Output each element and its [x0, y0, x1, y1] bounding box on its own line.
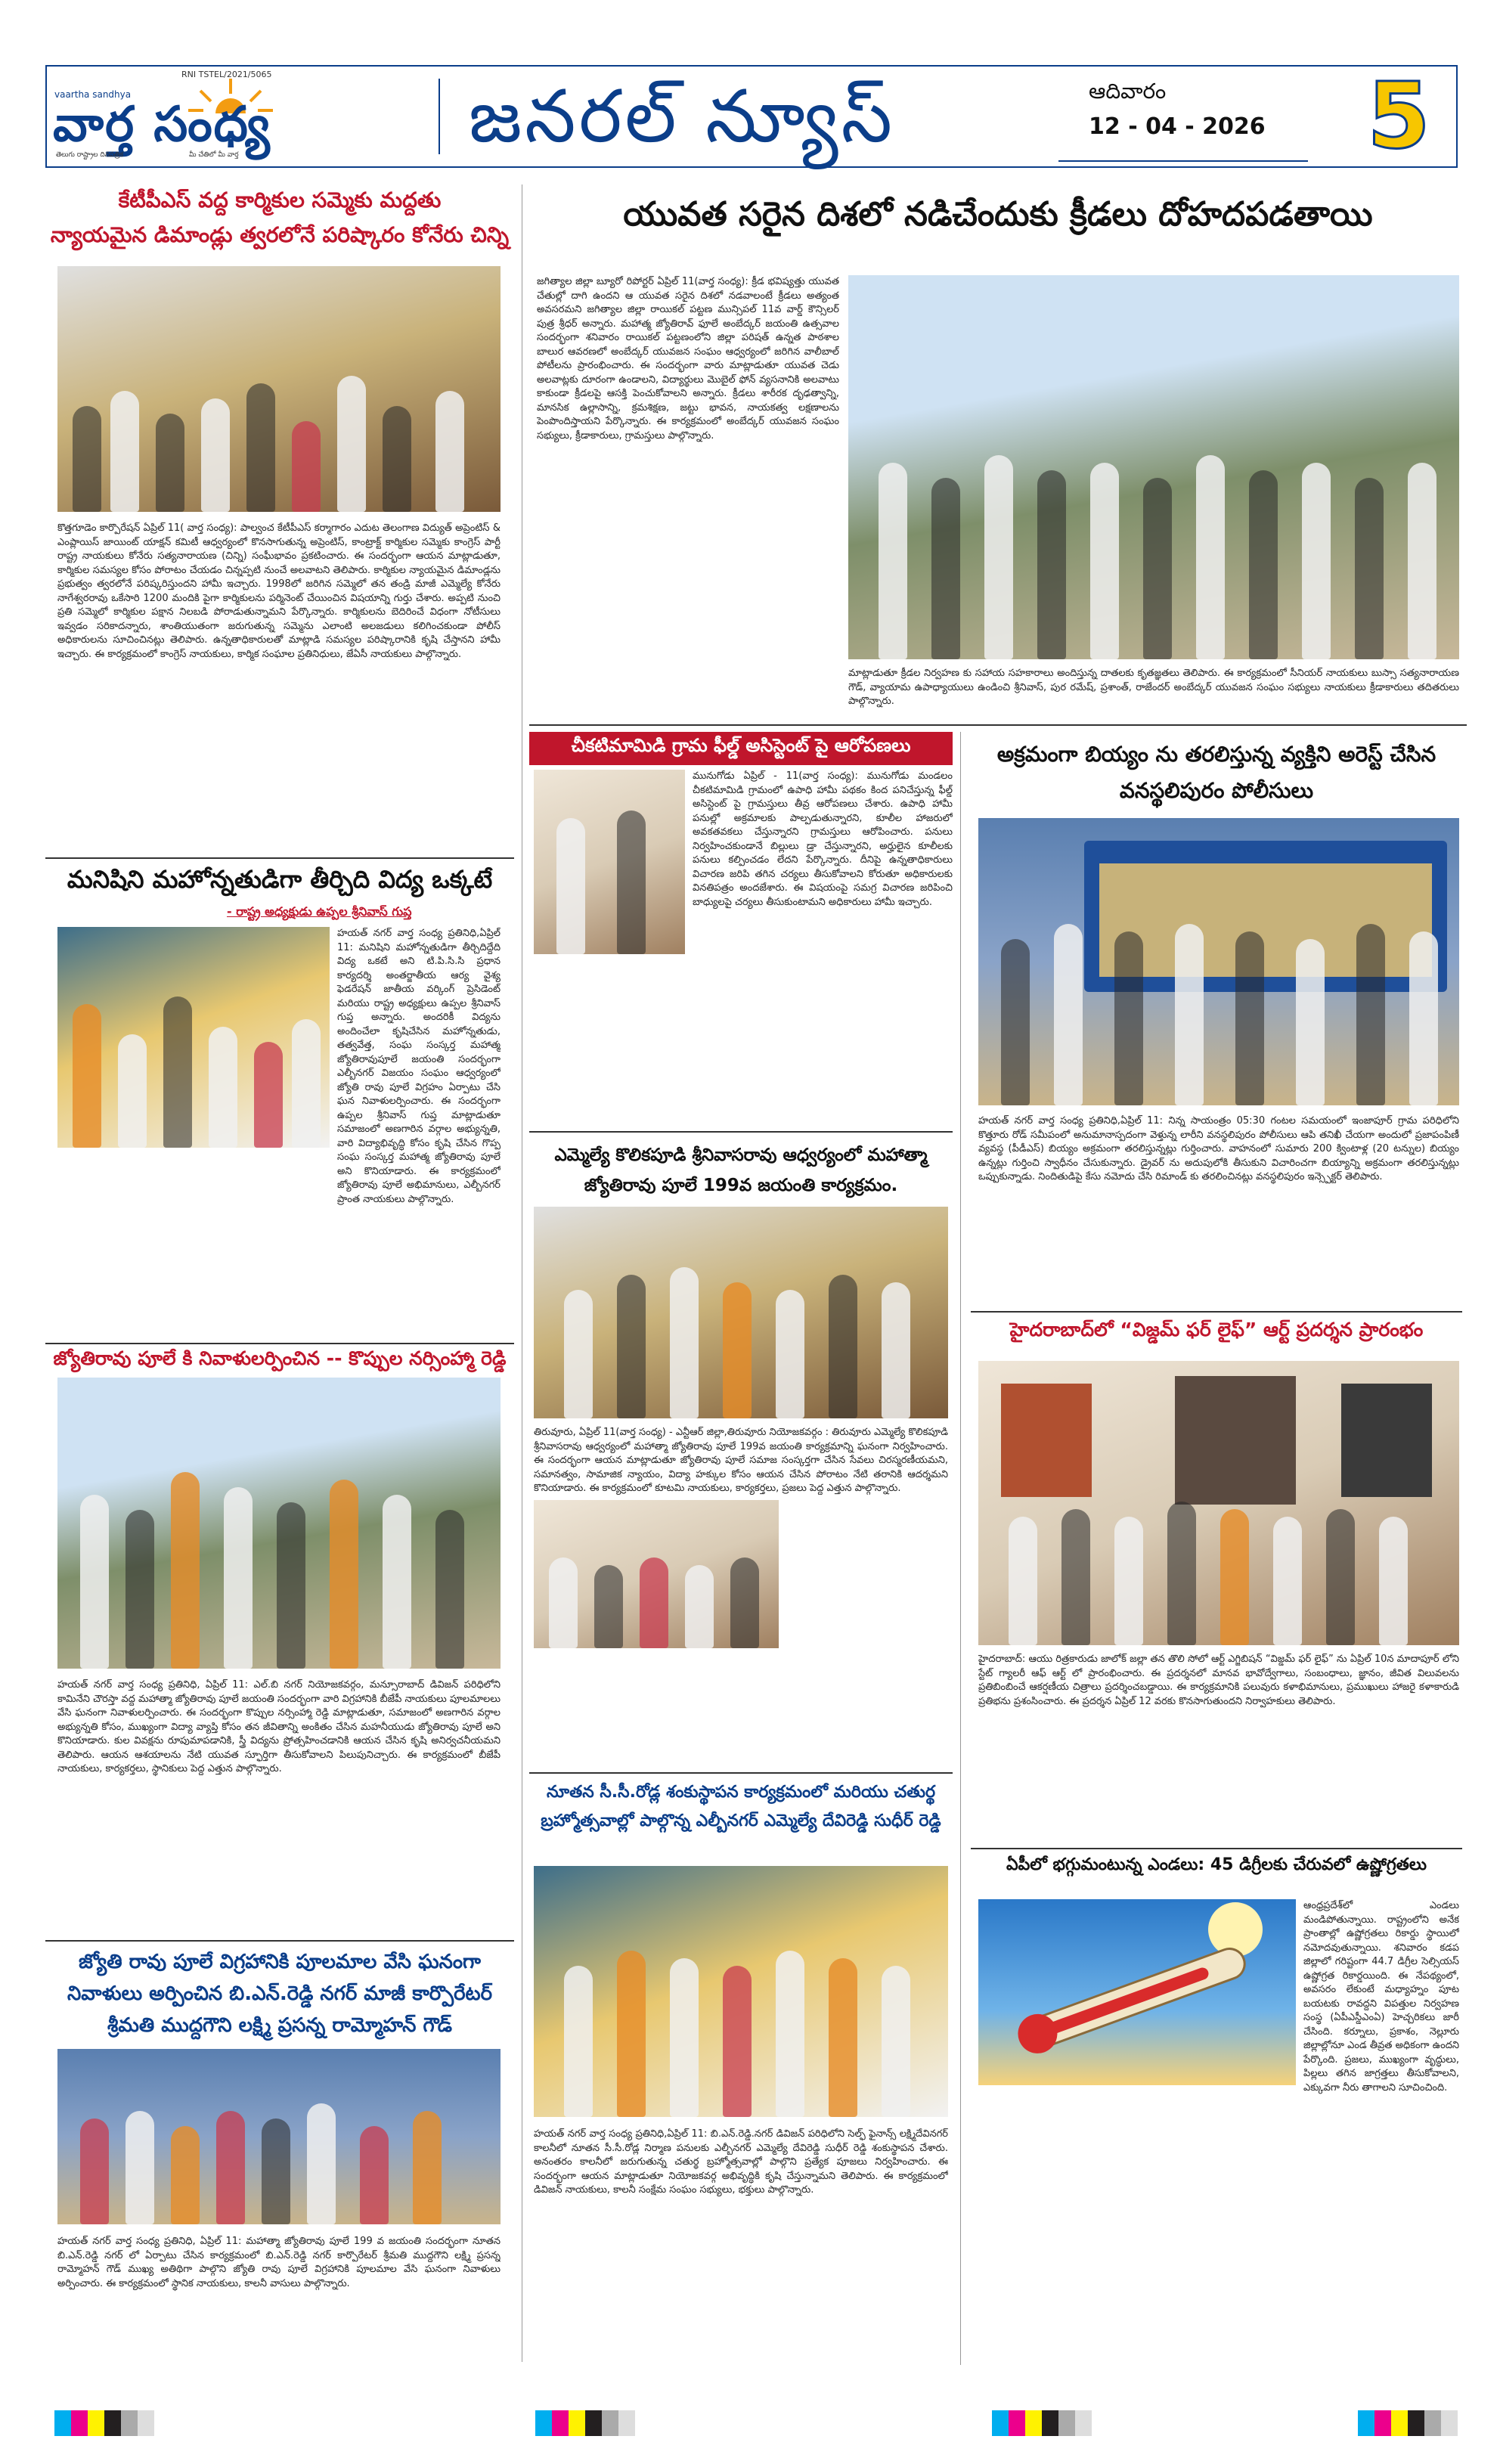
logo-tagline-2: మీ చేతిలో మీ వార్త [189, 151, 239, 159]
article6-headline: చీకటిమామిడి గ్రామ ఫీల్డ్ అసిస్టెంట్ పై ఆరోపణలు [571, 735, 911, 756]
article8-body: హయత్ నగర్ వార్త సంధ్య ప్రతినిధి,ఏప్రిల్ 11: బి.ఎన్.రెడ్డి.నగర్ డివిజన్ పరిధిలోని సెల్ఫ్ ఫైనాన్స్ లక్ష్మిదేవినగర్ కాలనీలో నూతన సీ.సీ.రోడ్ల నిర్మాణ పనులకు ఎల్బీనగర్ ఎమ్మెల్యే దేవిరెడ్డి సుధీర్ రెడ్డి శంకుస్థాపన చేశారు. అనంతరం కాలనీలో జరుగుతున్న చతుర్థ బ్రహ్మోత్సవాల్లో పాల్గొని ప్రత్యేక పూజలు నిర్వహించారు. ఈ సందర్భంగా ఆయన మాట్లాడుతూ నియోజకవర్గ అభివృద్ధికి కృషి చేస్తున్నామని తెలిపారు. ఈ కార్యక్రమంలో డివిజన్ నాయకులు, కాలనీ సంక్షేమ సంఘం సభ్యులు, భక్తులు పాల్గొన్నారు. [534, 2128, 948, 2196]
article3-headline: జ్యోతిరావు పూలే కి నివాళులర్పించిన -- కొప్పుల నర్సింహ్మా రెడ్డి [53, 1347, 507, 1369]
column-divider-2 [960, 732, 961, 2365]
article5-photo [848, 275, 1459, 659]
article2-headline: మనిషిని మహోన్నతుడిగా తీర్చిది విద్య ఒక్కటే [67, 865, 493, 894]
divider-a2 [45, 1343, 514, 1344]
article3-photo [57, 1378, 501, 1669]
article7-photo-1 [534, 1207, 948, 1418]
article4-photo [57, 2049, 501, 2224]
article10-photo [978, 1361, 1459, 1645]
section-title: జనరల్ న్యూస్ [469, 74, 895, 159]
article7-body: తిరువూరు, ఏప్రిల్ 11(వార్త సంధ్య) - ఎన్టీఆర్ జిల్లా,తిరువూరు నియోజకవర్గం : తిరువూరు ఎమ్మెల్యే కొలికపూడి శ్రీనివాసరావు ఆధ్వర్యంలో మహాత్మా జ్యోతిరావు పూలే 199వ జయంతి కార్యక్రమాన్ని ఘనంగా నిర్వహించారు. ఈ సందర్భంగా ఆయన మాట్లాడుతూ జ్యోతిరావు పూలే సమాజ సంస్కర్తగా చేసిన సేవలు చిరస్మరణీయమని, సమానత్వం, సామాజిక న్యాయం, విద్యా హక్కుల కోసం ఆయన చేసిన పోరాటం నేటి తరానికి ఆదర్శమని కొనియాడారు. ఈ కార్యక్రమంలో కూటమి నాయకులు, కార్యకర్తలు, ప్రజలు పెద్ద ఎత్తున పాల్గొన్నారు. [534, 1427, 948, 1494]
article8-photo [534, 1866, 948, 2117]
article11-headline: ఏపీలో భగ్గుమంటున్న ఎండలు: 45 డిగ్రీలకు చేరువలో ఉష్ణోగ్రతలు [1006, 1855, 1427, 1874]
cmyk-strip-far-right [1358, 2410, 1458, 2436]
article6-body: మునుగోడు ఏప్రిల్ - 11(వార్త సంధ్య): మునుగోడు మండలం చీకటిమామిడి గ్రామంలో ఉపాధి హామీ పథకం కింద పనిచేస్తున్న ఫీల్డ్ అసిస్టెంట్ పై గ్రామస్తులు తీవ్ర ఆరోపణలు చేశారు. ఉపాధి హామీ పనుల్లో అక్రమాలకు పాల్పడుతున్నారని, కూలీల హాజరులో అవకతవకలు చేస్తున్నారని గ్రామస్తులు ఆరోపించారు. పనులు నిర్వహించకుండానే బిల్లులు డ్రా చేస్తున్నారని, అర్హులైన కూలీలకు పనులు కల్పించడం లేదని పేర్కొన్నారు. దీనిపై ఉన్నతాధికారులు విచారణ జరిపి తగిన చర్యలు తీసుకోవాలని కోరుతూ అధికారులకు వినతిపత్రం అందజేశారు. ఈ విషయంపై సమగ్ర విచారణ జరిపించి బాధ్యులపై చర్యలు తీసుకుంటామని అధికారులు హామీ ఇచ్చారు. [693, 770, 953, 908]
article1-headline: న్యాయమైన డిమాండ్లు త్వరలోనే పరిష్కారం కోనేరు చిన్ని [50, 222, 510, 247]
masthead-divider [439, 79, 440, 154]
article7-photo-2 [534, 1500, 779, 1648]
reg-no: RNI TSTEL/2021/5065 [181, 70, 272, 79]
article4-body: హయత్ నగర్ వార్త సంధ్య ప్రతినిధి, ఏప్రిల్ 11: మహాత్మా జ్యోతిరావు పూలే 199 వ జయంతి సందర్భంగా నూతన బి.ఎన్.రెడ్డి నగర్ లో ఏర్పాటు చేసిన కార్యక్రమంలో బి.ఎన్.రెడ్డి నగర్ కార్పొరేటర్ శ్రీమతి ముద్దగౌని లక్ష్మి ప్రసన్న రామ్మోహన్ గౌడ్ ముఖ్య అతిథిగా పాల్గొని జ్యోతి రావు పూలే విగ్రహానికి పూలమాల వేసి ఘనంగా నివాళులు అర్పించారు. ఈ కార్యక్రమంలో స్థానిక నాయకులు, కాలనీ వాసులు పాల్గొన్నారు. [57, 2236, 501, 2289]
logo-title: వార్త సంధ్య [53, 97, 271, 153]
divider-a9 [971, 1311, 1462, 1313]
divider-a5 [529, 724, 1467, 726]
divider-a3 [45, 1940, 514, 1942]
date-underline [1058, 160, 1308, 162]
divider-a7 [529, 1772, 953, 1774]
masthead [0, 0, 1500, 174]
page-number: 5 [1367, 64, 1430, 169]
logo-tagline-1: తెలుగు రాష్ట్రాల దినపత్రిక [56, 151, 124, 159]
article11-body: ఆంధ్రప్రదేశ్‌లో ఎండలు మండిపోతున్నాయి. రాష్ట్రంలోని అనేక ప్రాంతాల్లో ఉష్ణోగ్రతలు రికార్డు స్థాయిలో నమోదవుతున్నాయి. శనివారం కడప జిల్లాలో గరిష్టంగా 44.7 డిగ్రీల సెల్సియస్ ఉష్ణోగ్రత రికార్డయింది. ఈ నేపథ్యంలో, అవసరం లేకుంటే మధ్యాహ్నం పూట బయటకు రావద్దని విపత్తుల నిర్వహణ సంస్థ (ఏపీఎస్డీఎంఏ) హెచ్చరికలు జారీ చేసింది. కర్నూలు, ప్రకాశం, నెల్లూరు జిల్లాల్లోనూ ఎండ తీవ్రత అధికంగా ఉందని పేర్కొంది. ప్రజలు, ముఖ్యంగా వృద్ధులు, పిల్లలు తగిన జాగ్రత్తలు తీసుకోవాలని, ఎక్కువగా నీరు తాగాలని సూచించింది. [1303, 1900, 1459, 2094]
day-label: ఆదివారం [1089, 79, 1167, 104]
divider-a10 [971, 1848, 1462, 1849]
article3-body: హయత్ నగర్ వార్త సంధ్య ప్రతినిధి, ఏప్రిల్ 11: ఎల్.బి నగర్ నియోజకవర్గం, మన్సూరాబాద్ డివిజన్ పరిధిలోని కామినేని చౌరస్తా వద్ద మహాత్మా జ్యోతిరావు పూలే జయంతి సందర్భంగా వారి విగ్రహానికి బీజేపీ నాయకులు పూలమాలలు వేసి ఘనంగా నివాళులర్పించారు. ఈ సందర్భంగా కొప్పుల నర్సింహ్మా రెడ్డి మాట్లాడుతూ, సమాజంలో అణగారిన వర్గాల అభ్యున్నతి కోసం, ముఖ్యంగా విద్యా వ్యాప్తి కోసం తన జీవితాన్ని అంకితం చేసిన మహనీయుడు జ్యోతిరావు పూలే అని కొనియాడారు. కుల వివక్షను రూపుమాపడానికి, స్త్రీ విద్యను ప్రోత్సహించడానికి ఆయన చేసిన కృషి అనిర్వచనీయమని తెలిపారు. ఆయన ఆశయాలను నేటి యువత స్ఫూర్తిగా తీసుకోవాలని పిలుపునిచ్చారు. ఈ కార్యక్రమంలో బీజేపీ నాయకులు, కార్యకర్తలు, స్థానికులు పెద్ద ఎత్తున పాల్గొన్నారు. [57, 1679, 501, 1774]
cmyk-strip-center [535, 2410, 635, 2436]
article1-kicker: కేటీపీఎస్ వద్ద కార్మికుల సమ్మెకు మద్దతు [118, 188, 442, 212]
article2-body: హయత్ నగర్ వార్త సంధ్య ప్రతినిధి,ఏప్రిల్ 11: మనిషిని మహోన్నతుడిగా తీర్చిదిద్దేది విద్య ఒకటే అని టి.పి.సి.సి ప్రధాన కార్యదర్శి అంతర్జాతీయ ఆర్య వైశ్య ఫెడరేషన్ జాతీయ వర్కింగ్ ప్రెసిడెంట్ మరియు రాష్ట్ర అధ్యక్షులు ఉప్పల శ్రీనివాస్ గుప్త అన్నారు. అందరికీ విద్యను అందించేలా కృషిచేసిన మహోన్నతుడు, తత్వవేత్త, సంఘ సంస్కర్త మహాత్మ జ్యోతిరావుపూలే జయంతి సందర్భంగా ఎల్బీనగర్ విజయం సంఘం ఆధ్వర్యంలో జ్యోతి రావు పూలే విగ్రహం ఏర్పాటు చేసి ఘన నివాళులర్పించారు. ఈ సందర్భంగా ఉప్పల శ్రీనివాస్ గుప్త మాట్లాడుతూ సమాజంలో అణగారిన వర్గాల అభ్యున్నతి, వారి విద్యాభివృద్ధి కోసం కృషి చేసిన గొప్ప సంఘ సంస్కర్త మహాత్మ జ్యోతిరావు పూలే అని కొనియాడారు. ఈ కార్యక్రమంలో జ్యోతిరావు పూలే అభిమానులు, ఎల్బీనగర్ ప్రాంత నాయకులు పాల్గొన్నారు. [337, 928, 501, 1205]
article4-headline: జ్యోతి రావు పూలే విగ్రహానికి పూలమాల వేసి ఘనంగా నివాళులు అర్పించిన బి.ఎన్.రెడ్డి నగర్ మాజీ కార్పొరేటర్ శ్రీమతి ముద్దగౌని లక్ష్మి ప్రసన్న రామ్మోహన్ గౌడ్ [67, 1951, 492, 2037]
divider-a6 [529, 1131, 953, 1133]
article7-headline: ఎమ్మెల్యే కొలికపూడి శ్రీనివాసరావు ఆధ్వర్యంలో మహాత్మా జ్యోతిరావు పూలే 199వ జయంతి కార్యక్రమం. [554, 1145, 928, 1195]
cmyk-strip-right [992, 2410, 1092, 2436]
article10-body: హైదరాబాద్: ఆయు రిత్రకారుడు జాలోక్ జల్లా తన తొలి సోలో ఆర్ట్ ఎగ్జిబిషన్ “విజ్డమ్ ఫర్ లైఫ్” ను ఏప్రిల్ 10న మాదాపూర్ లోని స్టేట్ గ్యాలరీ ఆఫ్ ఆర్ట్ లో ప్రారంభించారు. ఈ ప్రదర్శనలో మానవ భావోద్వేగాలు, సంబంధాలు, జ్ఞానం, జీవిత విలువలను ప్రతిబింబించే ఆకర్షణీయ చిత్రాలు ప్రదర్శించబడ్డాయి. ఈ కార్యక్రమానికి పలువురు కళాభిమానులు, ప్రముఖులు హాజరై కళాకారుడి ప్రతిభను ప్రశంసించారు. ఈ ప్రదర్శన ఏప్రిల్ 12 వరకు కొనసాగుతుందని నిర్వాహకులు తెలిపారు. [978, 1654, 1459, 1707]
article5-photo-caption: మాట్లాడుతూ క్రీడల నిర్వహణ కు సహాయ సహకారాలు అందిస్తున్న దాతలకు కృతజ్ఞతలు తెలిపారు. ఈ కార్యక్రమంలో సీనియర్ నాయకులు బుస్సా సత్యనారాయణ గౌడ్, వ్యాయామ ఉపాధ్యాయులు ఉండించి శ్రీనివాస్, పుర రమేష్, ప్రశాంత్, రాజేందర్ అంబేద్కర్ యువజన సంఘం సభ్యులు నాయకులు క్రీడాకారులు తదితరులు పాల్గొన్నారు. [848, 668, 1459, 707]
article1-photo [57, 266, 501, 512]
article6-photo [534, 770, 685, 954]
article5-headline: యువత సరైన దిశలో నడిచేందుకు క్రీడలు దోహదపడతాయి [623, 195, 1373, 234]
cmyk-strip-left [54, 2410, 154, 2436]
article1-body: కొత్తగూడెం కార్పొరేషన్ ఏప్రిల్ 11( వార్త సంధ్య): పాల్వంచ కేటీపీఎస్ కర్మాగారం ఎదుట తెలంగాణ విద్యుత్ అప్రెంటిస్ & ఎంప్లాయిస్ జాయింట్ యాక్షన్ కమిటీ ఆధ్వర్యంలో కొనసాగుతున్న అప్రెంటిస్, కాంట్రాక్ట్ కార్మికుల సమ్మెకు కాంగ్రెస్ పార్టీ రాష్ట్ర నాయకులు కోనేరు సత్యనారాయణ (చిన్ని) సంఘీభావం ప్రకటించారు. ఈ సందర్భంగా ఆయన మాట్లాడుతూ, కార్మికుల సమస్యల కోసం పోరాటం చేయడం చిన్నప్పటి నుంచే అలవాటని తెలిపారు. కార్మికుల న్యాయమైన డిమాండ్లను ప్రభుత్వం త్వరలోనే పరిష్కరిస్తుందని హామీ ఇచ్చారు. 1998లో జరిగిన సమ్మెలో తన తండ్రి మాజీ ఎమ్మెల్యే కోనేరు నాగేశ్వరరావు ఒకేసారి 1200 మందికి పైగా కార్మికులను పర్మినెంట్ చేయించిన విషయాన్ని గుర్తు చేశారు. అప్పటి నుంచి ప్రతి సమ్మెలో కార్మికుల పక్షాన నిలబడి పోరాడుతున్నామని పేర్కొన్నారు. కార్మికులను బెదిరించే విధంగా నోటీసులు ఇవ్వడం సరికాదన్నారు, శాంతియుతంగా జరుగుతున్న సమ్మెను ఎలాంటి అలజడులు కలిగించకుండా పోలీస్ అధికారులను సూచించినట్లు తెలిపారు. ఉన్నతాధికారులతో మాట్లాడి సమస్యల పరిష్కారానికి కృషి చేస్తానని హామీ ఇచ్చారు. ఈ కార్యక్రమంలో కాంగ్రెస్ నాయకులు, కార్మిక సంఘాల ప్రతినిధులు, జేఏసీ నాయకులు పాల్గొన్నారు. [57, 522, 501, 660]
logo [53, 73, 408, 162]
date-label: 12 - 04 - 2026 [1089, 113, 1266, 140]
article9-headline: అక్రమంగా బియ్యం ను తరలిస్తున్న వ్యక్తిని అరెస్ట్ చేసిన వనస్థలిపురం పోలీసులు [996, 742, 1436, 803]
article5-body: జగిత్యాల జిల్లా బ్యూరో రిపోర్టర్ ఏప్రిల్ 11(వార్త సంధ్య): క్రీడ భవిష్యత్తు యువత చేతుల్లో దాగి ఉందని ఆ యువత సరైన దిశలో నడవాలంటే క్రీడలు అత్యంత అవసరమని జగిత్యాల జిల్లా రాయికల్ పట్టణ మున్సిపల్ 11వ వార్డ్ కౌన్సిలర్ పుత్ర శ్రీధర్ అన్నారు. మహాత్మ జ్యోతిరావ్ ఫూలే అంబేద్కర్ జయంతి ఉత్సవాల సందర్భంగా శనివారం రాయికల్ పట్టణంలోని జిల్లా పరిషత్ ఉన్నత పాఠశాల బాలుర ఆవరణలో అంబేద్కర్ యువజన సంఘం ఆధ్వర్యంలో జరిగిన వాలీబాల్ పోటీలను ప్రారంభించారు. ఈ సందర్భంగా వారు మాట్లాడుతూ యువత చెడు అలవాట్లకు దూరంగా ఉండాలని, విద్యార్థులు మొబైల్ ఫోన్ వ్యసనానికి అలవాటు కాకుండా క్రీడలపై ఆసక్తి పెంచుకోవాలని అన్నారు. క్రీడలు శారీరక దృఢత్వాన్ని, మానసిక ఉల్లాసాన్ని, క్రమశిక్షణ, జట్టు భావన, నాయకత్వ లక్షణాలను పెంపొందిస్తాయని పేర్కొన్నారు. ఈ కార్యక్రమంలో అంబేద్కర్ యువజన సంఘం సభ్యులు, క్రీడాకారులు, గ్రామస్తులు పాల్గొన్నారు. [537, 276, 839, 442]
article9-photo [978, 818, 1459, 1105]
article2-byline: - రాష్ట్ర అధ్యక్షుడు ఉప్పల శ్రీనివాస్ గుప్త [227, 904, 412, 919]
article10-headline: హైదరాబాద్‌లో “విజ్డమ్ ఫర్ లైఫ్” ఆర్ట్ ప్రదర్శన ప్రారంభం [1009, 1319, 1424, 1340]
article8-headline: నూతన సీ.సీ.రోడ్ల శంకుస్థాపన కార్యక్రమంలో మరియు చతుర్థ బ్రహ్మోత్సవాల్లో పాల్గొన్న ఎల్బీనగర్ ఎమ్మెల్యే దేవిరెడ్డి సుధీర్ రెడ్డి [541, 1783, 941, 1830]
article9-body: హయత్ నగర్ వార్త సంధ్య ప్రతినిధి,ఏప్రిల్ 11: నిన్న సాయంత్రం 05:30 గంటల సమయంలో ఇంజాపూర్ గ్రామ పరిధిలోని కొత్తూరు రోడ్ సమీపంలో అనుమానాస్పదంగా వెళ్తున్న లారీని వనస్థలిపురం పోలీసులు ఆపి తనిఖీ చేయగా అందులో ప్రజాపంపిణీ వ్యవస్థ (పీడీఎస్) బియ్యం అక్రమంగా తరలిస్తున్నట్లు గుర్తించారు. వాహనంలో సుమారు 200 క్వింటాళ్ల (20 టన్నుల) బియ్యం ఉన్నట్లు గుర్తించి స్వాధీనం చేసుకున్నారు. డ్రైవర్ ను అదుపులోకి తీసుకుని విచారించగా బియ్యాన్ని అక్రమంగా తరలిస్తున్నట్లు ఒప్పుకున్నాడు. నిందితుడిపై కేసు నమోదు చేసి రిమాండ్ కు తరలించినట్లు వనస్థలిపురం ఇన్స్పెక్టర్ తెలిపారు. [978, 1115, 1459, 1182]
logo-english: vaartha sandhya [54, 89, 132, 100]
divider-a1 [45, 857, 514, 859]
